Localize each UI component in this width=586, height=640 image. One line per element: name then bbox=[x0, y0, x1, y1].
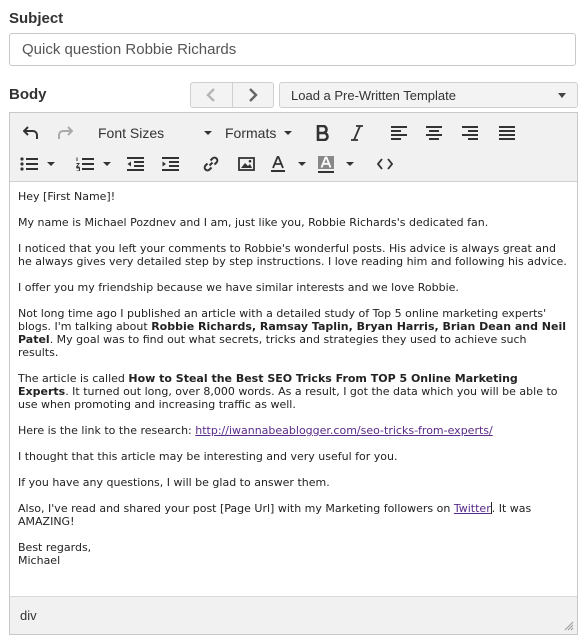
align-left-icon bbox=[391, 126, 407, 140]
editor-toolbar bbox=[10, 113, 577, 182]
email-paragraph: My name is Michael Pozdnev and I am, just like you, Robbie Richards's dedicated fan. bbox=[18, 216, 489, 229]
indent-button[interactable] bbox=[157, 151, 183, 177]
link-icon bbox=[203, 156, 219, 172]
chevron-down-icon bbox=[204, 131, 212, 135]
template-select[interactable] bbox=[279, 82, 578, 108]
italic-icon bbox=[350, 125, 364, 141]
body-label: Body bbox=[9, 86, 47, 103]
formats-label: Formats bbox=[225, 125, 277, 141]
email-paragraph: I offer you my friendship because we have similar interests and we love Robbie. bbox=[18, 281, 459, 294]
undo-icon bbox=[23, 126, 39, 140]
chevron-down-icon bbox=[284, 131, 292, 135]
numbered-list-icon bbox=[76, 157, 94, 171]
chevron-down-icon bbox=[47, 162, 55, 166]
next-template-button[interactable] bbox=[232, 83, 274, 107]
closing-text: Best regards, bbox=[18, 541, 92, 554]
subject-label: Subject bbox=[9, 10, 64, 27]
paragraph-text: . My goal was to find out what secrets, tricks and strategies they used to achieve such results. bbox=[18, 333, 527, 359]
template-select-label: Load a Pre-Written Template bbox=[291, 87, 456, 103]
insert-link-button[interactable] bbox=[198, 151, 224, 177]
email-paragraph bbox=[18, 424, 569, 437]
chevron-right-icon bbox=[248, 88, 258, 102]
bold-icon bbox=[315, 125, 329, 141]
email-greeting: Hey [First Name]! bbox=[18, 190, 116, 203]
paragraph-text: Also, I've read and shared your post [Page Url] with my Marketing followers on bbox=[18, 502, 454, 515]
source-code-icon bbox=[377, 158, 393, 170]
paragraph-text: . It turned out long, over 8,000 words. As a result, I got the data which you will be able to use when promoting and increasing traffic as well. bbox=[18, 385, 558, 411]
outdent-icon bbox=[127, 157, 144, 171]
chevron-down-icon bbox=[298, 162, 306, 166]
outdent-button[interactable] bbox=[122, 151, 148, 177]
twitter-link[interactable]: Twitter bbox=[453, 502, 491, 515]
font-sizes-label: Font Sizes bbox=[98, 125, 165, 141]
subject-input[interactable] bbox=[9, 33, 576, 66]
align-justify-icon bbox=[499, 126, 515, 140]
font-sizes-dropdown[interactable] bbox=[98, 120, 212, 146]
email-paragraph: I thought that this article may be interesting and very useful for you. bbox=[18, 450, 398, 463]
redo-icon bbox=[57, 126, 73, 140]
paragraph-text: The article is called bbox=[18, 372, 129, 385]
background-color-icon bbox=[318, 156, 334, 173]
research-link[interactable]: http://iwannabeablogger.com/seo-tricks-from-experts/ bbox=[195, 424, 493, 437]
numbered-list-button[interactable] bbox=[76, 151, 118, 177]
align-right-button[interactable] bbox=[457, 120, 483, 146]
signature-text: Michael bbox=[18, 554, 61, 567]
align-justify-button[interactable] bbox=[494, 120, 520, 146]
paragraph-text: . It was AMAZING! bbox=[18, 502, 532, 528]
email-paragraph: If you have any questions, I will be glad to answer them. bbox=[18, 476, 330, 489]
text-color-icon bbox=[270, 156, 286, 172]
italic-button[interactable] bbox=[344, 120, 370, 146]
align-center-button[interactable] bbox=[421, 120, 447, 146]
template-nav-group bbox=[190, 82, 274, 108]
align-center-icon bbox=[426, 126, 442, 140]
resize-handle-icon[interactable] bbox=[564, 621, 574, 631]
chevron-left-icon bbox=[206, 88, 216, 102]
bold-button[interactable] bbox=[309, 120, 335, 146]
editor-body[interactable] bbox=[10, 182, 577, 595]
email-paragraph bbox=[18, 372, 569, 411]
bold-text: Robbie Richards, Ramsay Taplin, Bryan Harris, Brian Dean and Neil Patel bbox=[18, 320, 567, 346]
insert-image-button[interactable] bbox=[233, 151, 259, 177]
redo-button[interactable] bbox=[52, 120, 78, 146]
indent-icon bbox=[162, 157, 179, 171]
email-paragraph bbox=[18, 502, 569, 528]
background-color-button[interactable] bbox=[318, 151, 360, 177]
align-right-icon bbox=[462, 126, 478, 140]
bold-text: How to Steal the Best SEO Tricks From TOP 5 Online Marketing Experts bbox=[18, 372, 518, 398]
email-paragraph: I noticed that you left your comments to Robbie's wonderful posts. His advice is always great and he always gives very detailed step by step instructions. I love reading him and following his advice. bbox=[18, 242, 567, 268]
bullet-list-button[interactable] bbox=[20, 151, 62, 177]
previous-template-button[interactable] bbox=[191, 83, 232, 107]
chevron-down-icon bbox=[103, 162, 111, 166]
align-left-button[interactable] bbox=[386, 120, 412, 146]
element-path[interactable]: div bbox=[20, 608, 37, 623]
email-signoff bbox=[18, 541, 569, 567]
text-color-button[interactable] bbox=[270, 151, 312, 177]
source-code-button[interactable] bbox=[372, 151, 398, 177]
formats-dropdown[interactable] bbox=[225, 120, 293, 146]
editor-statusbar bbox=[10, 596, 577, 634]
image-icon bbox=[238, 157, 255, 171]
bullet-list-icon bbox=[20, 157, 38, 171]
chevron-down-icon bbox=[558, 93, 566, 98]
chevron-down-icon bbox=[346, 162, 354, 166]
paragraph-text: Not long time ago I published an article with a detailed study of Top 5 online marketing experts' blogs. I'm talking about bbox=[18, 307, 547, 333]
email-paragraph bbox=[18, 307, 569, 359]
undo-button[interactable] bbox=[18, 120, 44, 146]
paragraph-text: Here is the link to the research: bbox=[18, 424, 196, 437]
rich-text-editor bbox=[9, 112, 578, 635]
